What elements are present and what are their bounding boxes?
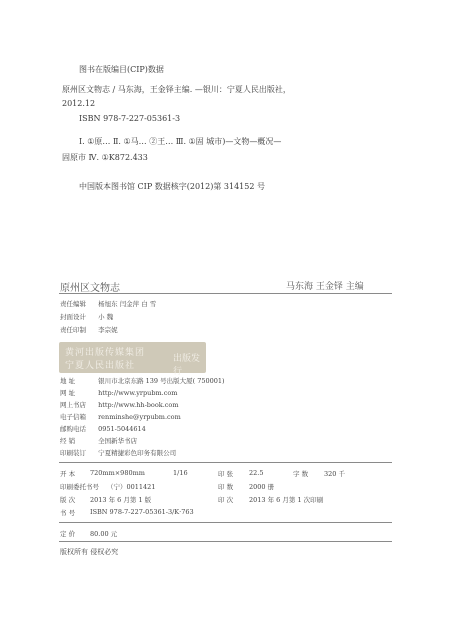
print-manager-row bbox=[60, 325, 118, 334]
cip-line-2: 2012.12 bbox=[62, 99, 96, 108]
cip-title: 图书在版编目(CIP)数据 bbox=[79, 65, 164, 74]
commission-label: 印刷委托书号 bbox=[60, 483, 99, 491]
editor-value: 杨旭东 闫金萍 白 雪 bbox=[98, 300, 157, 308]
divider bbox=[59, 541, 392, 542]
edition-value: 2013 年 6 月第 1 版 bbox=[90, 496, 152, 504]
printing-label: 印 次 bbox=[218, 496, 234, 504]
info-row bbox=[60, 400, 178, 409]
info-row bbox=[60, 376, 225, 385]
cover-design-label: 封面设计 bbox=[60, 313, 86, 321]
cip-line-1: 原州区文物志 / 马东海，王金铎主编. —银川：宁夏人民出版社， bbox=[62, 85, 291, 94]
info-row bbox=[60, 436, 137, 445]
word-count-value: 320 千 bbox=[324, 470, 345, 478]
info-label: 邮购电话 bbox=[60, 425, 86, 433]
cip-isbn: ISBN 978-7-227-05361-3 bbox=[79, 114, 181, 123]
info-label: 经 销 bbox=[60, 437, 76, 445]
editor-row bbox=[60, 299, 156, 308]
info-label: 电子信箱 bbox=[60, 413, 86, 421]
print-run-value: 2000 册 bbox=[249, 483, 275, 491]
format-value: 720mm×980mm bbox=[90, 469, 145, 477]
publisher-stamp bbox=[59, 342, 206, 377]
publisher-group-name: 黄河出版传媒集团 bbox=[65, 348, 146, 358]
info-value: 全国新华书店 bbox=[98, 437, 138, 445]
divider bbox=[59, 522, 392, 523]
info-value: 银川市北京东路 139 号出版大厦( 750001) bbox=[98, 377, 225, 385]
printing-value: 2013 年 6 月第 1 次印刷 bbox=[249, 496, 324, 504]
editor-label: 责任编辑 bbox=[60, 300, 86, 308]
book-authors: 马东海 王金铎 主编 bbox=[286, 282, 364, 292]
price-label: 定 价 bbox=[60, 530, 76, 538]
info-row bbox=[60, 388, 177, 397]
cip-subject-2: 固原市 Ⅳ. ①K872.433 bbox=[62, 153, 148, 162]
cip-catalog-note: 中国版本图书馆 CIP 数据核字(2012)第 314152 号 bbox=[79, 182, 265, 191]
price-value: 80.00 元 bbox=[90, 530, 118, 538]
info-label: 地 址 bbox=[60, 377, 76, 385]
word-count-label: 字 数 bbox=[293, 470, 309, 478]
publisher-name: 宁夏人民出版社 bbox=[65, 361, 136, 371]
book-number-label: 书 号 bbox=[60, 509, 76, 517]
print-manager-value: 李宗妮 bbox=[98, 326, 118, 334]
info-label: 网 址 bbox=[60, 389, 76, 397]
cip-subject-1: Ⅰ. ①原… Ⅱ. ①马… ②王… Ⅲ. ①固 城市)—文物—概况— bbox=[79, 137, 282, 146]
book-title: 原州区文物志 bbox=[60, 283, 120, 294]
cover-design-row bbox=[60, 312, 113, 321]
info-row bbox=[60, 448, 176, 457]
print-manager-label: 责任印制 bbox=[60, 326, 86, 334]
print-run-label: 印 数 bbox=[218, 483, 234, 491]
sheets-label: 印 张 bbox=[218, 470, 234, 478]
format-fraction: 1/16 bbox=[173, 469, 188, 477]
book-number-value: ISBN 978-7-227-05361-3/K·763 bbox=[90, 508, 194, 516]
cover-design-value: 小 魏 bbox=[98, 313, 114, 321]
info-row bbox=[60, 412, 181, 421]
divider bbox=[59, 293, 392, 294]
info-value: http://www.hh-book.com bbox=[98, 401, 179, 409]
format-label: 开 本 bbox=[60, 470, 76, 478]
info-value: 宁夏精捷彩色印务有限公司 bbox=[98, 449, 177, 457]
info-value: http://www.yrpubm.com bbox=[98, 389, 178, 397]
publisher-role: 出版发行 bbox=[173, 354, 201, 377]
info-row bbox=[60, 424, 146, 433]
info-value: renminshe@yrpubm.com bbox=[98, 413, 181, 421]
commission-value: （宁）0011421 bbox=[107, 483, 156, 491]
info-label: 网上书店 bbox=[60, 401, 86, 409]
divider bbox=[59, 462, 392, 463]
sheets-value: 22.5 bbox=[249, 469, 264, 477]
edition-label: 版 次 bbox=[60, 496, 76, 504]
copyright-notice: 版权所有 侵权必究 bbox=[60, 548, 119, 556]
info-label: 印刷装订 bbox=[60, 449, 86, 457]
info-value: 0951-5044614 bbox=[98, 425, 146, 433]
